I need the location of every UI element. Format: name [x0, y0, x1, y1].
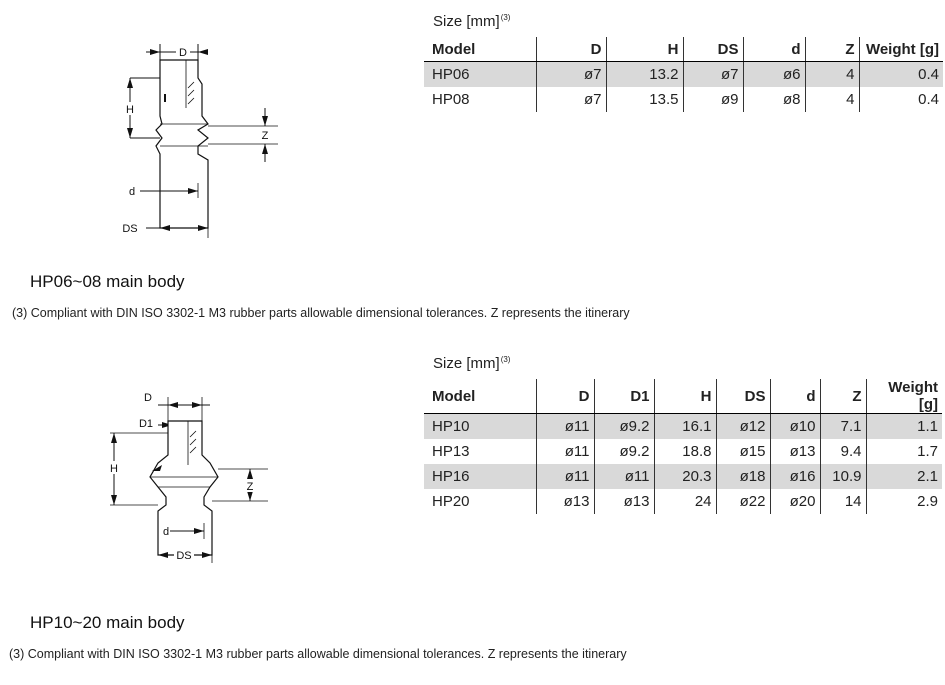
hp06-08-drawing	[110, 38, 280, 243]
cell-model: HP10	[424, 414, 536, 440]
col-header-weight: Weight [g]	[859, 37, 943, 62]
table-row	[424, 464, 942, 489]
dim-label-ds: DS	[122, 223, 138, 235]
cell-ds: ø15	[716, 439, 770, 464]
cell-model: HP16	[424, 464, 536, 489]
col-header-ds: DS	[716, 379, 770, 414]
cell-z: 10.9	[820, 464, 866, 489]
cell-d: ø13	[536, 489, 594, 514]
cell-d: ø11	[536, 439, 594, 464]
cell-d: ø7	[536, 87, 606, 112]
cell-ds: ø7	[683, 62, 743, 88]
cell-ds: ø9	[683, 87, 743, 112]
size-label-text: Size [mm]	[433, 355, 500, 372]
cell-h: 18.8	[654, 439, 716, 464]
col-header-z: Z	[805, 37, 859, 62]
dim-label-d-outer: D	[179, 47, 187, 59]
col-header-d1: D1	[594, 379, 654, 414]
table-row	[424, 414, 942, 440]
dim-label-h: H	[126, 104, 134, 116]
col-header-d: D	[536, 37, 606, 62]
size-footnote-ref: (3)	[500, 355, 511, 364]
cell-d: ø7	[536, 62, 606, 88]
cell-d-inner: ø6	[743, 62, 805, 88]
hp10-20-spec-table	[424, 379, 942, 514]
hp06-08-spec-table	[424, 37, 943, 112]
cell-ds: ø22	[716, 489, 770, 514]
cell-d1: ø13	[594, 489, 654, 514]
cell-weight: 0.4	[859, 62, 943, 88]
size-label	[433, 355, 510, 372]
cell-d: ø11	[536, 464, 594, 489]
dim-label-z: Z	[246, 481, 254, 493]
cell-weight: 0.4	[918, 91, 939, 108]
col-header-h: H	[654, 379, 716, 414]
cell-model: HP06	[424, 62, 536, 88]
cell-d-inner: ø10	[770, 414, 820, 440]
table-row	[424, 439, 942, 464]
col-header-model: Model	[424, 379, 536, 414]
col-header-model: Model	[424, 37, 536, 62]
cell-h: 20.3	[654, 464, 716, 489]
cell-d1: ø9.2	[594, 439, 654, 464]
dim-label-d-outer: D	[144, 392, 152, 404]
cell-d-inner: ø8	[743, 87, 805, 112]
col-header-h: H	[606, 37, 683, 62]
cell-h: 16.1	[654, 414, 716, 440]
cell-h: 24	[654, 489, 716, 514]
cell-weight: 2.9	[917, 493, 938, 510]
cell-z: 14	[820, 489, 866, 514]
col-header-weight: Weight [g]	[866, 379, 942, 414]
cell-d1: ø9.2	[594, 414, 654, 440]
dim-label-ds: DS	[176, 550, 192, 562]
table-row	[424, 489, 942, 514]
col-header-d-inner: d	[770, 379, 820, 414]
cell-model: HP13	[424, 439, 536, 464]
table-row	[424, 62, 943, 88]
cell-z: 4	[805, 62, 859, 88]
cell-ds: ø18	[716, 464, 770, 489]
cell-d1: ø11	[594, 464, 654, 489]
cell-h: 13.2	[606, 62, 683, 88]
cell-model: HP08	[424, 87, 536, 112]
tolerance-footnote: (3) Compliant with DIN ISO 3302-1 M3 rubber parts allowable dimensional tolerances. Z represents the itinerary	[12, 306, 630, 320]
dim-label-d1: D1	[138, 418, 154, 430]
dim-label-h: H	[110, 463, 118, 475]
dim-label-d-inner: d	[162, 526, 170, 538]
tolerance-footnote: (3) Compliant with DIN ISO 3302-1 M3 rubber parts allowable dimensional tolerances. Z represents the itinerary	[9, 647, 627, 661]
table-header-row	[424, 379, 942, 414]
dim-label-d-inner: d	[128, 186, 136, 198]
cell-z: 9.4	[820, 439, 866, 464]
size-label	[433, 13, 510, 30]
caption-hp06-08: HP06~08 main body	[30, 272, 185, 291]
cell-weight: 2.1	[866, 464, 942, 489]
col-header-ds: DS	[683, 37, 743, 62]
size-footnote-ref: (3)	[500, 13, 511, 22]
cell-model: HP20	[424, 489, 536, 514]
cell-d-inner: ø20	[770, 489, 820, 514]
cell-d-inner: ø13	[770, 439, 820, 464]
table-header-row	[424, 37, 943, 62]
table-row	[424, 87, 943, 112]
col-header-z: Z	[820, 379, 866, 414]
size-label-text: Size [mm]	[433, 13, 500, 30]
cell-ds: ø12	[716, 414, 770, 440]
cell-z: 7.1	[820, 414, 866, 440]
cell-z: 4	[805, 87, 859, 112]
col-header-d-inner: d	[743, 37, 805, 62]
cell-weight: 1.7	[917, 443, 938, 460]
caption-hp10-20: HP10~20 main body	[30, 613, 185, 632]
cell-d: ø11	[536, 414, 594, 440]
cell-weight: 1.1	[866, 414, 942, 440]
col-header-d: D	[536, 379, 594, 414]
cell-d-inner: ø16	[770, 464, 820, 489]
cell-h: 13.5	[606, 87, 683, 112]
hp10-20-drawing	[100, 385, 270, 570]
dim-label-z: Z	[261, 130, 269, 142]
